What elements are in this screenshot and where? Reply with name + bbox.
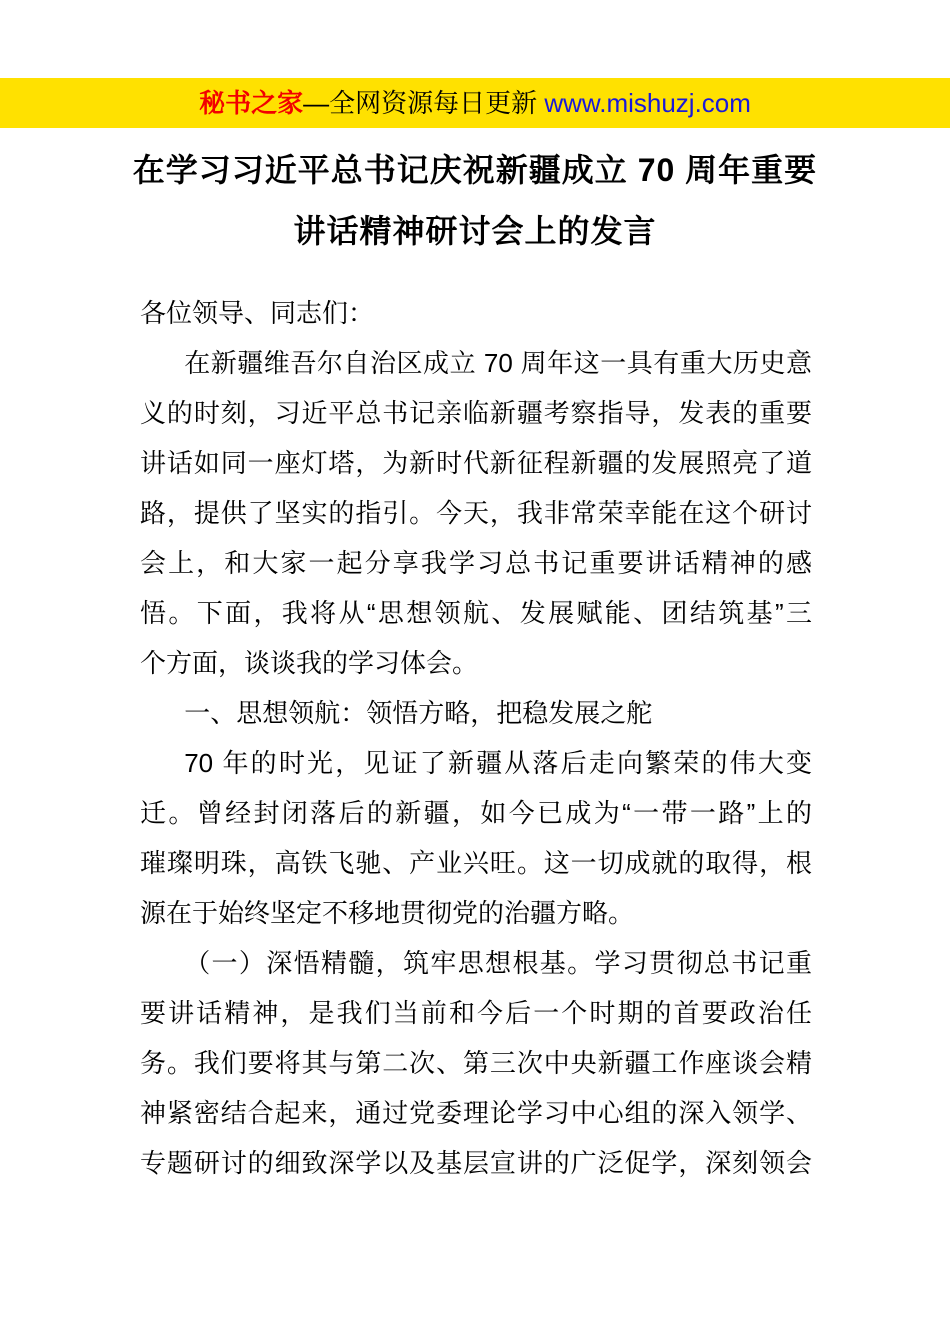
document-body xyxy=(140,288,812,1188)
site-name: 秘书之家 xyxy=(199,88,304,118)
body-line-intro-1: 在新疆维吾尔自治区成立 70 周年这一具有重大历史意 xyxy=(184,348,812,378)
body-line-section-1-para-2-2: 要讲话精神，是我们当前和今后一个时期的首要政治任 xyxy=(140,998,812,1028)
body-line-intro-5: 会上，和大家一起分享我学习总书记重要讲话精神的感 xyxy=(140,548,812,578)
heading-line-section-heading-1-1: 一、思想领航：领悟方略，把稳发展之舵 xyxy=(184,698,653,728)
body-line-salutation-1: 各位领导、同志们： xyxy=(140,298,375,328)
document-title xyxy=(0,140,950,262)
body-line-intro-3: 讲话如同一座灯塔，为新时代新征程新疆的发展照亮了道 xyxy=(140,448,812,478)
body-line-section-1-para-1-1: 70 年的时光，见证了新疆从落后走向繁荣的伟大变 xyxy=(184,748,812,778)
body-line-section-1-para-2-3: 务。我们要将其与第二次、第三次中央新疆工作座谈会精 xyxy=(140,1048,812,1078)
title-line-1: 在学习习近平总书记庆祝新疆成立 70 周年重要 xyxy=(132,152,818,188)
body-line-section-1-para-1-3: 璀璨明珠，高铁飞驰、产业兴旺。这一切成就的取得，根 xyxy=(140,848,812,878)
body-line-section-1-para-2-4: 神紧密结合起来，通过党委理论学习中心组的深入领学、 xyxy=(140,1098,812,1128)
site-url-link[interactable]: www.mishuzj.com xyxy=(544,88,751,118)
body-line-section-1-para-2-5: 专题研讨的细致深学以及基层宣讲的广泛促学，深刻领会 xyxy=(140,1148,812,1178)
body-line-intro-7: 个方面，谈谈我的学习体会。 xyxy=(140,648,479,678)
body-line-section-1-para-1-2: 迁。曾经封闭落后的新疆，如今已成为“一带一路”上的 xyxy=(140,798,812,828)
banner-tagline: —全网资源每日更新 xyxy=(303,88,545,118)
body-line-section-1-para-2-1: （一）深悟精髓，筑牢思想根基。学习贯彻总书记重 xyxy=(184,948,812,978)
site-banner xyxy=(0,78,950,128)
body-line-intro-2: 义的时刻，习近平总书记亲临新疆考察指导，发表的重要 xyxy=(140,398,812,428)
body-line-intro-4: 路，提供了坚实的指引。今天，我非常荣幸能在这个研讨 xyxy=(140,498,812,528)
body-line-section-1-para-1-4: 源在于始终坚定不移地贯彻党的治疆方略。 xyxy=(140,898,635,928)
title-line-2: 讲话精神研讨会上的发言 xyxy=(293,213,657,249)
body-line-intro-6: 悟。下面，我将从“思想领航、发展赋能、团结筑基”三 xyxy=(140,598,812,628)
